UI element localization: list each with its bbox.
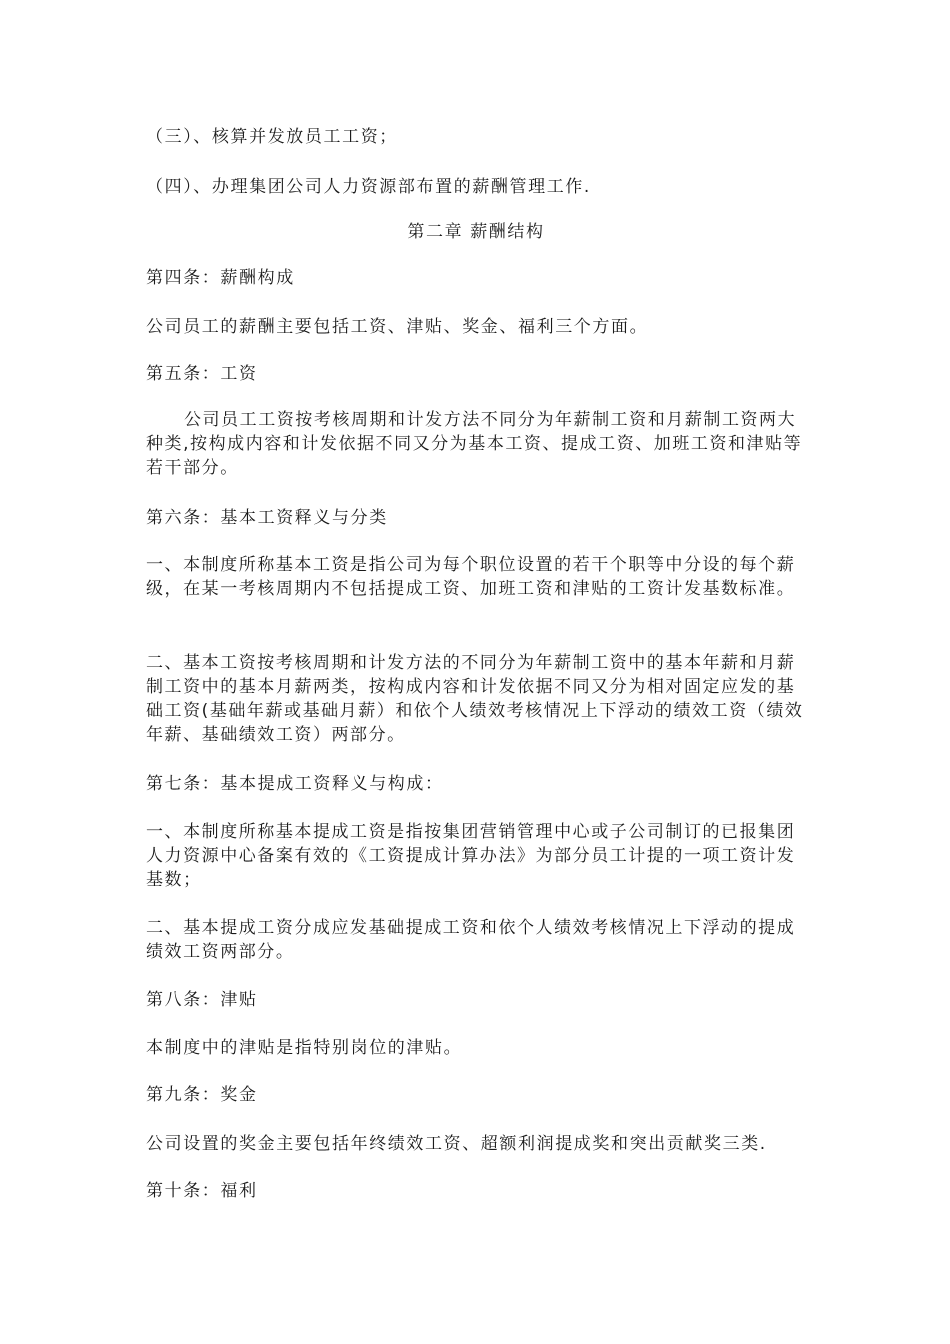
article-4-title: 第四条：薪酬构成 [146,268,295,288]
article-9-body: 公司设置的奖金主要包括年终绩效工资、超额利润提成奖和突出贡献奖三类. [146,1134,767,1154]
item-three: （三）、核算并发放员工工资； [146,127,398,147]
article-8-body: 本制度中的津贴是指特别岗位的津贴。 [146,1038,463,1058]
article-6-paragraph-1: 一、本制度所称基本工资是指公司为每个职位设置的若干个职等中分设的每个薪级，在某一考核周期内不包括提成工资、加班工资和津贴的工资计发基数标准。 [146,555,796,599]
article-7-paragraph-2: 二、基本提成工资分成应发基础提成工资和依个人绩效考核情况上下浮动的提成绩效工资两部分。 [146,918,796,962]
article-9-title: 第九条：奖金 [146,1085,258,1105]
article-5-title: 第五条：工资 [146,364,258,384]
article-7-title: 第七条：基本提成工资释义与构成： [146,774,444,794]
chapter-title: 第二章 薪酬结构 [407,222,545,242]
article-7-paragraph-1: 一、本制度所称基本提成工资是指按集团营销管理中心或子公司制订的已报集团人力资源中心备案有效的《工资提成计算办法》为部分员工计提的一项工资计发基数； [146,822,796,890]
item-four: （四）、办理集团公司人力资源部布置的薪酬管理工作. [146,177,591,197]
article-8-title: 第八条：津贴 [146,990,258,1010]
article-5-body: 公司员工工资按考核周期和计发方法不同分为年薪制工资和月薪制工资两大种类,按构成内容和计发依据不同又分为基本工资、提成工资、加班工资和津贴等若干部分。 [146,410,803,478]
article-6-paragraph-2: 二、基本工资按考核周期和计发方法的不同分为年薪制工资中的基本年薪和月薪制工资中的基本月薪两类，按构成内容和计发依据不同又分为相对固定应发的基础工资(基础年薪或基础月薪）和依个人绩效考核情况上下浮动的绩效工资（绩效年薪、基础绩效工资）两部分。 [146,653,804,745]
article-4-body: 公司员工的薪酬主要包括工资、津贴、奖金、福利三个方面。 [146,317,649,337]
article-6-title: 第六条：基本工资释义与分类 [146,508,388,528]
article-10-title: 第十条：福利 [146,1181,258,1201]
